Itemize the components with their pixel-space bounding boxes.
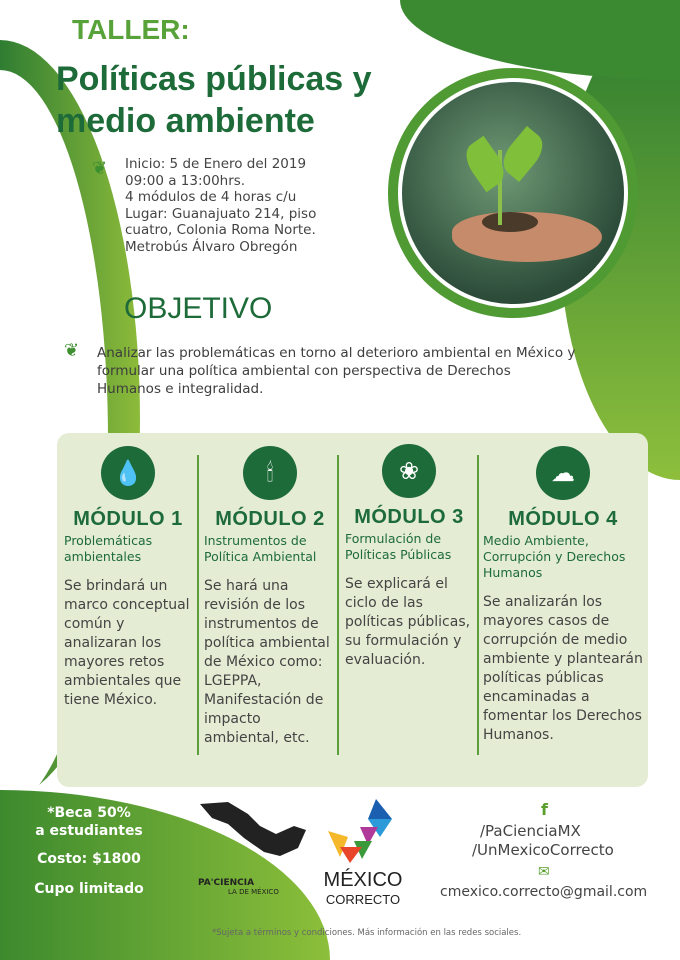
mexico-map-icon (198, 800, 308, 860)
module-title: MÓDULO 2 (215, 508, 325, 530)
mexico-correcto-logo (318, 797, 408, 912)
info-line: 4 módulos de 4 horas c/u (125, 189, 297, 205)
limited-text: Cupo limitado (34, 881, 144, 897)
objective-text: Analizar las problemáticas en torno al deterioro ambiental en México y formular una política ambiental con perspectiva de Derechos Humanos e integralidad. (97, 345, 576, 397)
leaf-icon: ❦ (92, 158, 108, 179)
title-line: medio ambiente (56, 102, 315, 140)
info-line: Metrobús Álvaro Obregón (125, 238, 298, 255)
module-title: MÓDULO 4 (508, 508, 618, 530)
module-subtitle: Problemáticas ambientales (64, 533, 153, 564)
module-title: MÓDULO 3 (354, 506, 464, 528)
logo-text: LA DE MÉXICO (228, 888, 279, 896)
objective-heading: OBJETIVO (124, 292, 273, 325)
module-description: Se explicará el ciclo de las políticas públicas, su formulación y evaluación. (345, 576, 471, 668)
module-4 (483, 446, 643, 766)
cost-text: Costo: $1800 (37, 851, 141, 867)
scholarship-text: a estudiantes (35, 823, 143, 839)
logo-text: CORRECTO (325, 892, 401, 907)
decorative-swoosh-top (400, 0, 680, 80)
module-3 (345, 444, 473, 764)
scholarship-text: *Beca 50% (47, 805, 131, 821)
module-description: Se brindará un marco conceptual común y analizaran los mayores retos ambientales que tiene México. (64, 578, 190, 708)
module-title: MÓDULO 1 (73, 508, 183, 530)
module-2 (204, 446, 336, 766)
logo-text: PA'CIENCIA (198, 878, 255, 888)
stones-icon: ☁ (536, 446, 590, 500)
lotus-icon: ❀ (382, 444, 436, 498)
info-line: cuatro, Colonia Roma Norte. (125, 222, 316, 238)
module-description: Se hará una revisión de los instrumentos de política ambiental de México como: LGEPPA, Manifestación de impacto ambiental, etc. (204, 578, 330, 746)
divider (477, 455, 479, 755)
paciencia-logo (198, 800, 308, 898)
module-subtitle: Instrumentos de Política Ambiental (204, 533, 317, 564)
email-link[interactable]: cmexico.correcto@gmail.com (440, 884, 648, 900)
candle-icon: 🕯 (243, 446, 297, 500)
email-icon: ✉ (538, 864, 550, 880)
divider (337, 455, 339, 755)
plant-in-hand-photo (402, 82, 624, 304)
page-title (56, 58, 372, 142)
divider (197, 455, 199, 755)
checkmark-logo-icon (318, 797, 408, 865)
footnote: *Sujeta a términos y condiciones. Más información en las redes sociales. (212, 928, 522, 938)
facebook-icon: f (541, 800, 548, 819)
kicker: TALLER: (72, 14, 190, 45)
info-line: Lugar: Guanajuato 214, piso (125, 205, 317, 222)
facebook-link[interactable]: /UnMexicoCorrecto (472, 841, 614, 859)
module-subtitle: Formulación de Políticas Públicas (345, 531, 452, 562)
module-1 (64, 446, 192, 766)
module-description: Se analizarán los mayores casos de corrupción de medio ambiente y plantearán políticas públicas encaminadas a fomentar los Derechos Humanos. (483, 594, 643, 743)
title-line: Políticas públicas y (56, 60, 372, 98)
promo-block (14, 804, 164, 898)
water-drop-icon: 💧 (101, 446, 155, 500)
logo-text: MÉXICO (323, 869, 403, 891)
info-line: 09:00 a 13:00hrs. (125, 172, 246, 189)
leaf-icon: ❦ (64, 340, 80, 361)
social-links (472, 822, 614, 860)
soil-image (482, 212, 538, 232)
info-line: Inicio: 5 de Enero del 2019 (125, 156, 307, 172)
facebook-link[interactable]: /PaCienciaMX (480, 822, 581, 840)
event-info (125, 156, 316, 255)
module-subtitle: Medio Ambiente, Corrupción y Derechos Humanos (483, 533, 626, 580)
